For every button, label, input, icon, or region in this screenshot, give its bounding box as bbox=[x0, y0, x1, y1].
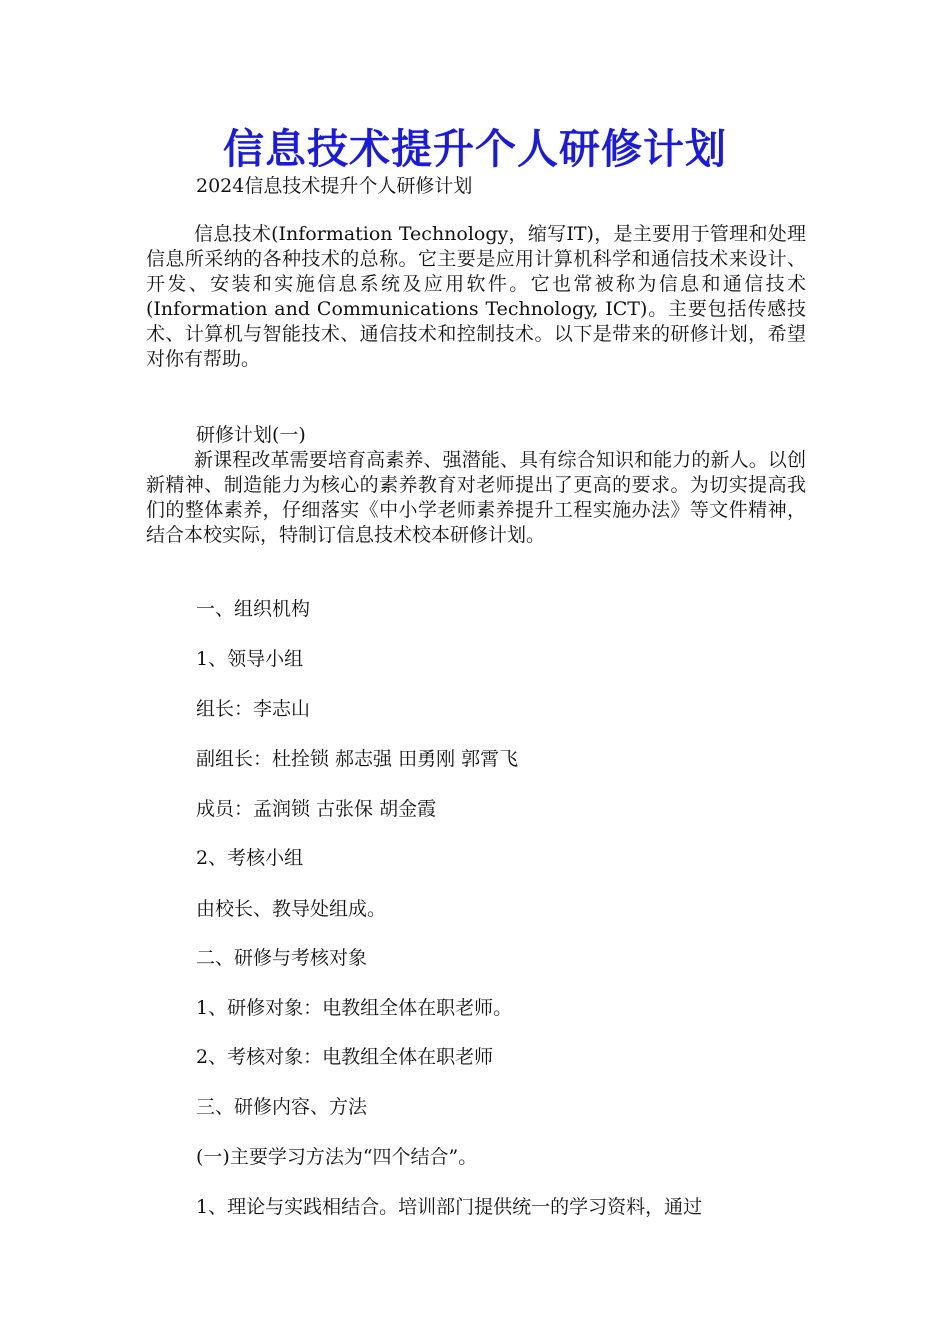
document-subtitle: 2024信息技术提升个人研修计划 bbox=[196, 175, 473, 197]
intro-paragraph: 信息技术(Information Technology，缩写IT)，是主要用于管理和处理信息所采纳的各种技术的总称。它主要是应用计算机科学和通信技术来设计、开发、安装和实施信息系统及应用软件。它也常被称为信息和通信技术(Information and Communications Technology, ICT)。主要包括传感技术、计算机与智能技术、通信技术和控制技术。以下是带来的研修计划，希望对你有帮助。 bbox=[146, 223, 806, 370]
members-line: 成员：孟润锁 古张保 胡金霞 bbox=[196, 798, 437, 820]
deputy-leaders-line: 副组长：杜拴锁 郝志强 田勇刚 郭霄飞 bbox=[196, 748, 519, 770]
heading-targets: 二、研修与考核对象 bbox=[196, 947, 368, 969]
study-target-line: 1、研修对象：电教组全体在职老师。 bbox=[196, 997, 513, 1019]
subheading-assessment-group: 2、考核小组 bbox=[196, 847, 304, 869]
document-title: 信息技术提升个人研修计划 bbox=[223, 125, 727, 173]
assessment-group-line: 由校长、教导处组成。 bbox=[196, 898, 387, 920]
method-one-line: 1、理论与实践相结合。培训部门提供统一的学习资料，通过 bbox=[196, 1196, 703, 1218]
heading-content-methods: 三、研修内容、方法 bbox=[196, 1096, 368, 1118]
intro-block bbox=[146, 222, 806, 372]
section-intro-block bbox=[146, 448, 806, 548]
section-intro-paragraph: 新课程改革需要培育高素养、强潜能、具有综合知识和能力的新人。以创新精神、制造能力为核心的素养教育对老师提出了更高的要求。为切实提高我们的整体素养，仔细落实《中小学老师素养提升工程实施办法》等文件精神，结合本校实际，特制订信息技术校本研修计划。 bbox=[146, 449, 806, 546]
subheading-leadership-group: 1、领导小组 bbox=[196, 648, 304, 670]
section-label: 研修计划(一) bbox=[196, 424, 306, 446]
leader-line: 组长：李志山 bbox=[196, 698, 311, 720]
assessment-target-line: 2、考核对象：电教组全体在职老师 bbox=[196, 1046, 494, 1068]
methods-intro-line: (一)主要学习方法为“四个结合”。 bbox=[196, 1146, 478, 1168]
heading-organization: 一、组织机构 bbox=[196, 598, 311, 620]
